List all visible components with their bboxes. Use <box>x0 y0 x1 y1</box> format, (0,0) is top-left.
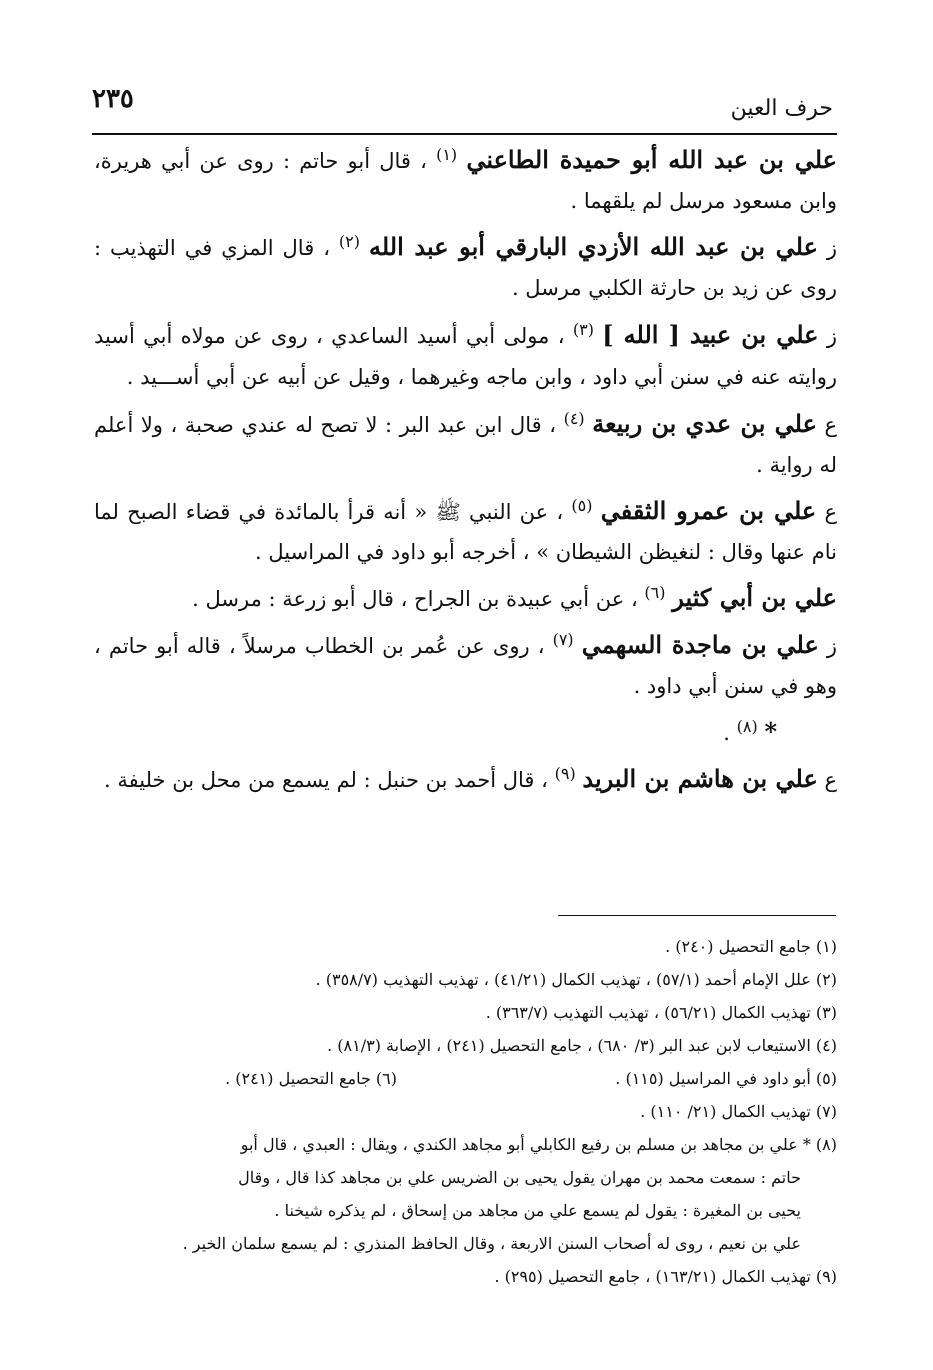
footnote: (٣) تهذيب الكمال (٥٦/٢١) ، تهذيب التهذيب (٣٦٣/٧) . <box>485 1003 837 1022</box>
narrator-name: علي بن عبيد [ الله ] <box>602 320 819 349</box>
entry <box>94 578 837 619</box>
narrator-name: علي بن عدي بن ربيعة <box>592 409 817 438</box>
footnotes <box>94 930 837 1293</box>
entry-prefix: ع <box>817 768 837 792</box>
entries-list <box>94 140 837 806</box>
footnote-continuation: يحيى بن المغيرة : يقول لم يسمع علي من مجاهد من إسحاق ، لم يذكره شيخنا . <box>274 1201 801 1220</box>
entry-text: ، قال ابن عبد البر : لا تصح له عندي صحبة ، ولا أعلم له رواية . <box>94 413 837 477</box>
page-number: ٢٣٥ <box>92 84 134 114</box>
footnote: (٨) * علي بن مجاهد بن مسلم بن رفيع الكابلي أبو مجاهد الكندي ، ويقال : العبدي ، قال أبو <box>240 1135 837 1154</box>
footnote: (٥) أبو داود في المراسيل (١١٥) . <box>615 1069 837 1088</box>
footnote-marker: (٩) <box>554 764 576 783</box>
entry-prefix: ز <box>818 634 838 658</box>
footnote-row <box>94 1062 837 1095</box>
entry-text: . <box>723 721 737 745</box>
entry <box>94 314 837 398</box>
running-title: حرف العين <box>730 96 833 121</box>
footnote-marker: (٨) <box>736 717 758 736</box>
footnote-marker: (٤) <box>563 409 585 428</box>
footnote-marker: (٢) <box>338 232 361 251</box>
entry-prefix: ع <box>816 500 837 524</box>
entry-text: ، روى عن عُمر بن الخطاب مرسلاً ، قاله أبو حاتم ، وهو في سنن أبي داود . <box>94 634 837 698</box>
footnote-rule <box>558 915 836 916</box>
entry <box>94 625 837 706</box>
entry-text: ، قال أحمد بن حنبل : لم يسمع من محل بن خليفة . <box>104 768 555 792</box>
entry-prefix: ع <box>816 413 837 437</box>
footnote-marker: (١) <box>436 145 458 164</box>
entry <box>94 404 837 485</box>
footnote-continuation: علي بن نعيم ، روى له أصحاب السنن الاربعة ، وقال الحافظ المنذري : لم يسمع سلمان الخير . <box>182 1234 801 1253</box>
entry-text: ، عن أبي عبيدة بن الجراح ، قال أبو زرعة : مرسل . <box>192 587 645 611</box>
entry-text: ، قال أبو حاتم : روى عن أبي هريرة، وابن مسعود مرسل لم يلقهما . <box>94 149 837 213</box>
footnote-marker: (٣) <box>572 320 594 339</box>
footnote: (٢) علل الإمام أحمد (٥٧/١) ، تهذيب الكمال (٤١/٢١) ، تهذيب التهذيب (٣٥٨/٧) . <box>315 970 837 989</box>
entry-text: ، عن النبي ﷺ « أنه قرأ بالمائدة في قضاء الصبح لما نام عنها وقال : لنغيظن الشيطان » ، أخرجه أبو داود في المراسيل . <box>94 500 837 564</box>
footnote: (٩) تهذيب الكمال (١٦٣/٢١) ، جامع التحصيل (٢٩٥) . <box>494 1267 837 1286</box>
header-rule <box>92 133 837 135</box>
narrator-name: علي بن ماجدة السهمي <box>581 630 819 659</box>
footnote: (٧) تهذيب الكمال (٢١/ ١١٠) . <box>640 1102 837 1121</box>
narrator-name: علي بن عبد الله الأزدي البارقي أبو عبد الله <box>368 232 818 261</box>
narrator-name: علي بن هاشم بن البريد <box>582 764 818 793</box>
footnote-marker: (٦) <box>644 583 666 602</box>
entry <box>94 491 837 572</box>
footnote: (١) جامع التحصيل (٢٤٠) . <box>665 937 837 956</box>
footnote-marker: (٥) <box>571 496 593 515</box>
narrator-name: علي بن عمرو الثقفي <box>600 496 817 525</box>
entry-text: ، مولى أبي أسيد الساعدي ، روى عن مولاه أبي أسيد روايته عنه في سنن أبي داود ، وابن ماجه وغيرهما ، وقيل عن أبيه عن أبي أســـيد . <box>94 324 837 389</box>
entry-text: ، قال المزي في التهذيب : روى عن زيد بن حارثة الكلبي مرسل . <box>94 236 837 300</box>
entry <box>94 759 837 800</box>
entry <box>94 227 837 308</box>
narrator-name: علي بن عبد الله أبو حميدة الطاعني <box>466 145 837 174</box>
entry-prefix: ز <box>817 236 837 260</box>
footnote-marker: (٧) <box>552 630 574 649</box>
entry <box>94 712 837 753</box>
footnote-continuation: حاتم : سمعت محمد بن مهران يقول يحيى بن الضريس علي بن مجاهد كذا قال ، وقال <box>238 1168 801 1187</box>
asterisk-marker: * <box>764 717 777 746</box>
footnote: (٤) الاستيعاب لابن عبد البر (٣/ ٦٨٠) ، جامع التحصيل (٢٤١) ، الإصابة (٨١/٣) . <box>327 1036 837 1055</box>
entry-prefix: ز <box>818 324 837 348</box>
footnote: (٦) جامع التحصيل (٢٤١) . <box>225 1069 397 1088</box>
entry <box>94 140 837 221</box>
narrator-name: علي بن أبي كثير <box>672 583 837 612</box>
